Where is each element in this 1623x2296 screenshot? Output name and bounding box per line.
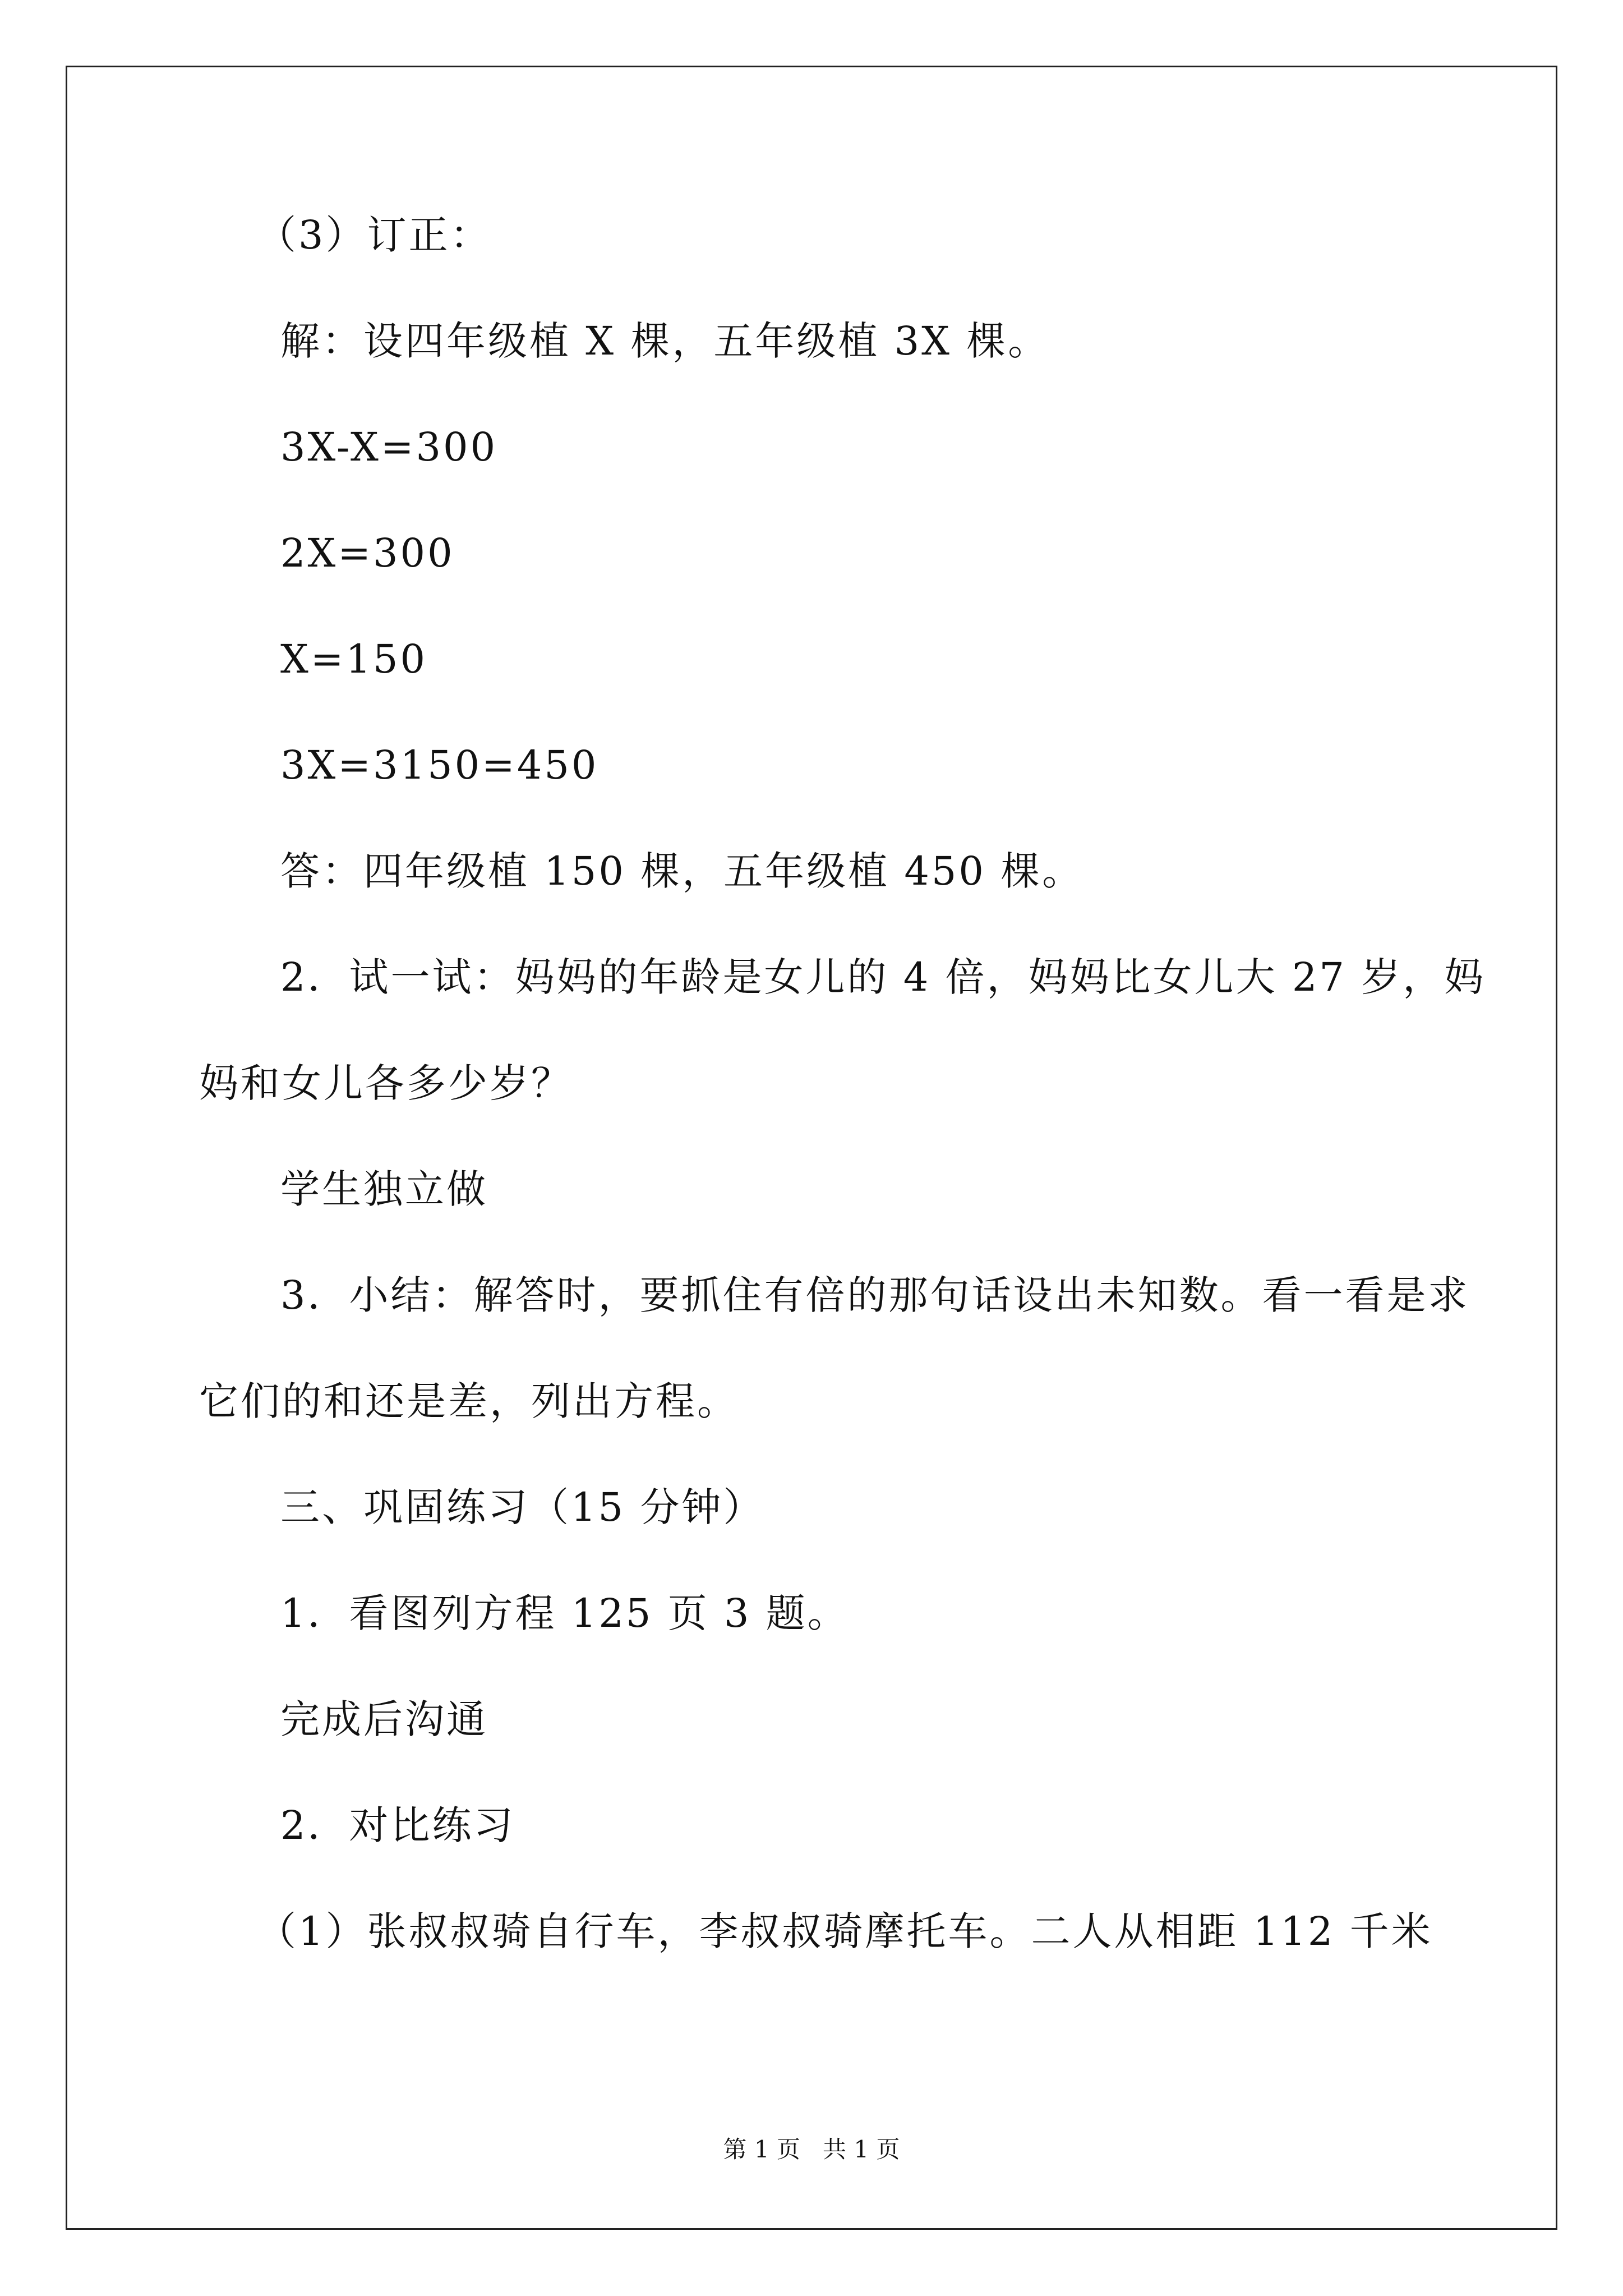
text-line-2: 解：设四年级植 X 棵，五年级植 3X 棵。: [280, 318, 1050, 364]
text-line-6: 3X=3150=450: [280, 742, 599, 788]
text-line-11: 3．小结：解答时，要抓住有倍的那句话设出未知数。看一看是求: [280, 1272, 1470, 1318]
text-line-9: 妈和女儿各多少岁？: [199, 1060, 573, 1106]
text-line-4: 2X=300: [280, 530, 455, 576]
text-line-15: 完成后沟通: [280, 1696, 488, 1742]
text-line-13: 三、巩固练习（15 分钟）: [280, 1484, 765, 1530]
text-line-1: （3）订正：: [257, 212, 492, 258]
text-line-17: （1）张叔叔骑自行车，李叔叔骑摩托车。二人从相距 112 千米: [257, 1908, 1433, 1954]
text-line-10: 学生独立做: [280, 1166, 488, 1212]
page-footer: 第 1 页 共 1 页: [723, 2136, 900, 2163]
text-line-5: X=150: [280, 636, 428, 682]
page-border: [66, 66, 1557, 2230]
text-line-8: 2．试一试：妈妈的年龄是女儿的 4 倍，妈妈比女儿大 27 岁，妈: [280, 954, 1486, 1000]
text-line-14: 1．看图列方程 125 页 3 题。: [280, 1590, 849, 1636]
text-line-7: 答：四年级植 150 棵，五年级植 450 棵。: [280, 848, 1084, 894]
text-line-3: 3X-X=300: [280, 424, 498, 470]
text-line-12: 它们的和还是差，列出方程。: [199, 1378, 739, 1424]
text-line-16: 2．对比练习: [280, 1802, 515, 1848]
